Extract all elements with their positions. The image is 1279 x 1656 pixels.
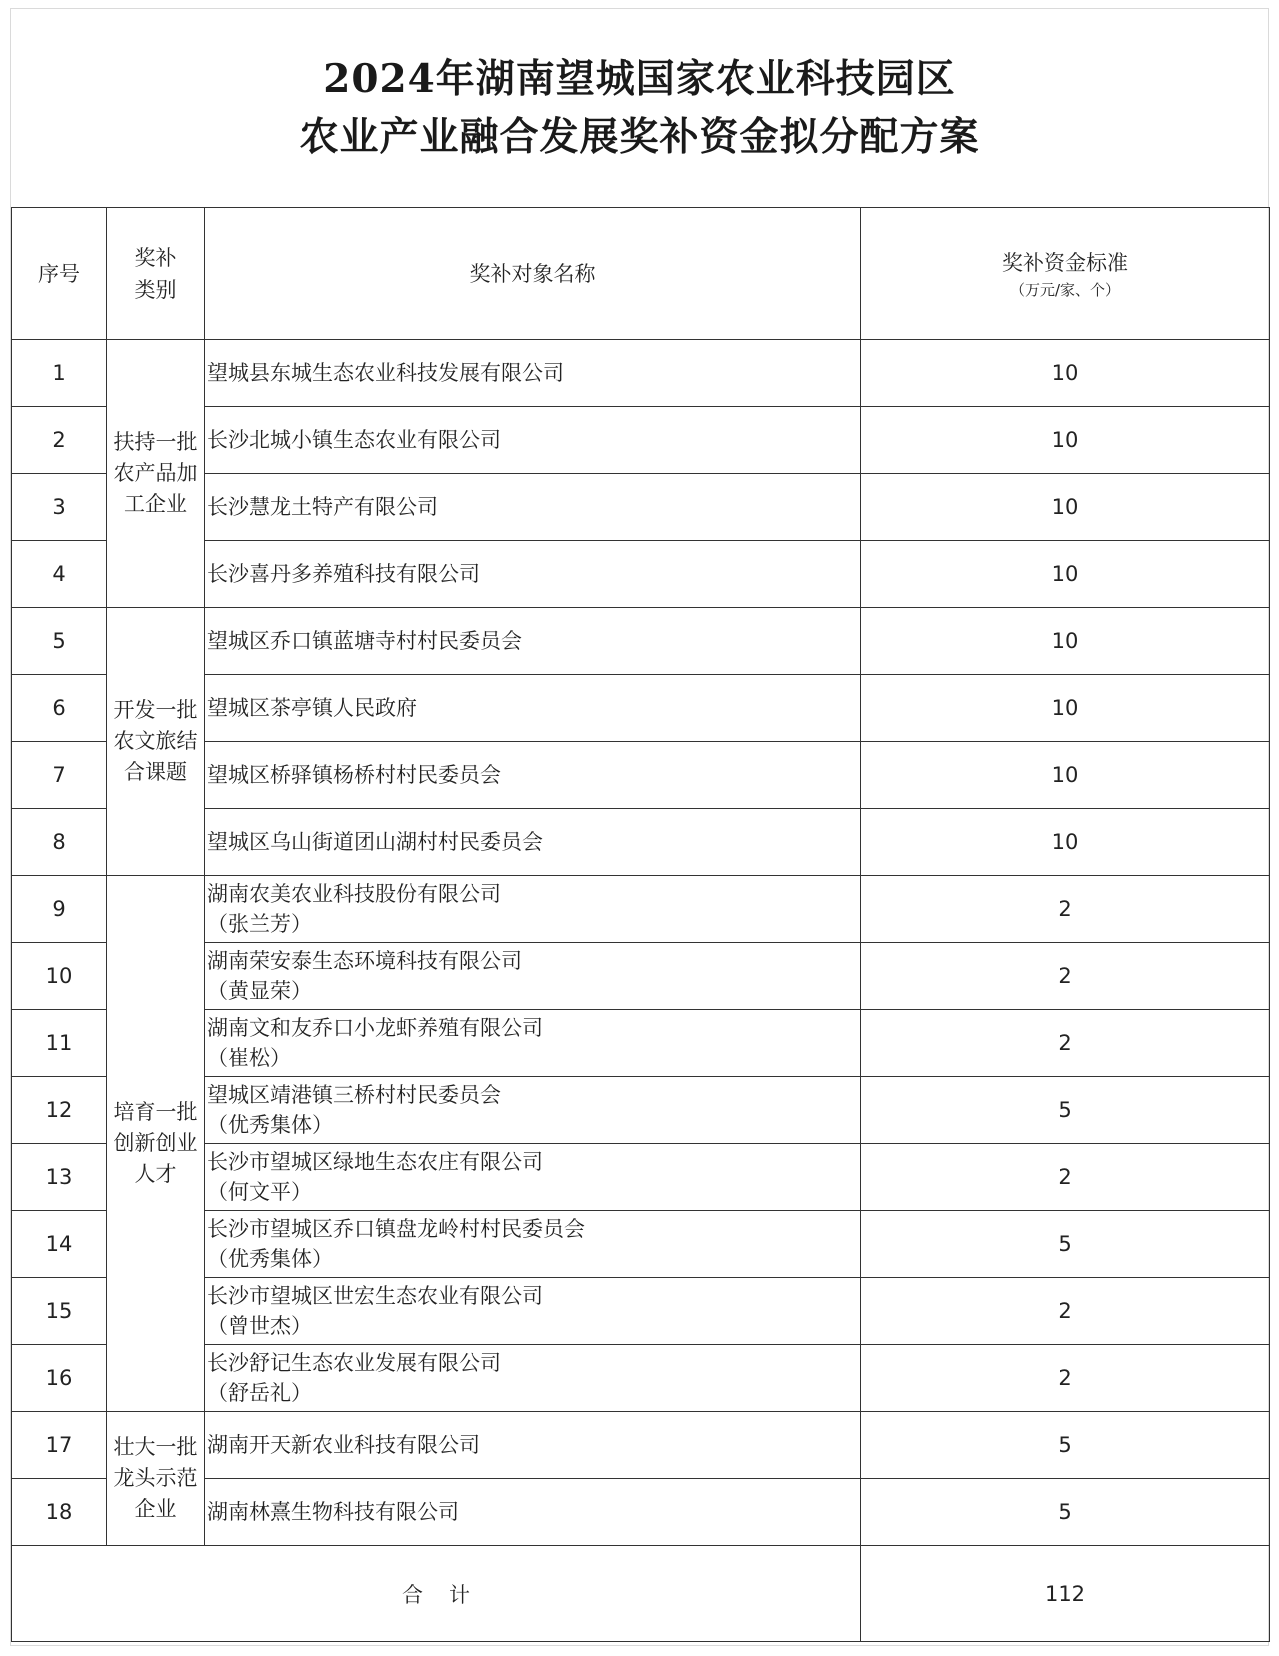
category-line: 企业 [134,1497,177,1521]
row-amount: 2 [861,943,1270,1010]
row-name-main: 长沙市望城区乔口镇盘龙岭村村民委员会 [207,1217,585,1241]
category-line: 创新创业 [113,1131,198,1155]
category-line: 农文旅结 [113,729,198,753]
row-name: 望城区乌山街道团山湖村村民委员会 [205,809,861,876]
row-name-main: 湖南荣安泰生态环境科技有限公司 [207,949,522,973]
row-no: 3 [12,474,107,541]
row-amount: 2 [861,1010,1270,1077]
category-line: 开发一批 [113,698,198,722]
row-name: 湖南林熹生物科技有限公司 [205,1479,861,1546]
row-name [205,1278,861,1345]
row-name-main: 长沙市望城区世宏生态农业有限公司 [207,1284,543,1308]
category-cell-2 [107,608,205,876]
category-line: 扶持一批 [113,430,198,454]
category-line: 人才 [134,1162,177,1186]
total-label: 合计 [12,1546,861,1642]
category-cell-3 [107,876,205,1412]
row-name-main: 长沙舒记生态农业发展有限公司 [207,1351,501,1375]
table-row [12,340,1270,407]
row-no: 14 [12,1211,107,1278]
table-header-row [12,208,1270,340]
header-amount-unit: （万元/家、个） [1009,280,1121,299]
row-name: 望城区乔口镇蓝塘寺村村民委员会 [205,608,861,675]
row-name-sub: （优秀集体） [207,1247,333,1271]
row-name: 长沙北城小镇生态农业有限公司 [205,407,861,474]
row-no: 16 [12,1345,107,1412]
header-name: 奖补对象名称 [205,208,861,340]
row-amount: 2 [861,876,1270,943]
category-line: 工企业 [124,492,187,516]
row-no: 9 [12,876,107,943]
header-amount-label: 奖补资金标准 [1002,250,1128,275]
row-name-sub: （何文平） [207,1180,312,1204]
row-no: 4 [12,541,107,608]
row-no: 12 [12,1077,107,1144]
row-amount: 10 [861,407,1270,474]
category-line: 合课题 [124,760,187,784]
row-no: 1 [12,340,107,407]
document-title [11,9,1268,207]
row-name: 望城区桥驿镇杨桥村村民委员会 [205,742,861,809]
row-no: 13 [12,1144,107,1211]
row-amount: 10 [861,809,1270,876]
row-no: 15 [12,1278,107,1345]
row-name-sub: （曾世杰） [207,1314,312,1338]
row-amount: 10 [861,541,1270,608]
table-row [12,1412,1270,1479]
category-line: 龙头示范 [113,1466,198,1490]
category-line: 壮大一批 [113,1435,198,1459]
row-amount: 10 [861,608,1270,675]
row-name [205,1345,861,1412]
row-name-sub: （优秀集体） [207,1113,333,1137]
row-name [205,1211,861,1278]
row-no: 10 [12,943,107,1010]
row-no: 17 [12,1412,107,1479]
row-amount: 5 [861,1211,1270,1278]
row-name-sub: （张兰芳） [207,912,312,936]
row-no: 2 [12,407,107,474]
row-name: 长沙慧龙土特产有限公司 [205,474,861,541]
row-name-main: 长沙市望城区绿地生态农庄有限公司 [207,1150,543,1174]
row-name-sub: （舒岳礼） [207,1381,312,1405]
category-cell-1 [107,340,205,608]
header-category-line-2: 类别 [134,277,177,302]
row-amount: 5 [861,1412,1270,1479]
row-name [205,1010,861,1077]
document-sheet [10,8,1269,1646]
table-row [12,876,1270,943]
header-category-line-1: 奖补 [134,245,177,270]
row-amount: 5 [861,1077,1270,1144]
row-amount: 2 [861,1144,1270,1211]
title-line-2: 农业产业融合发展奖补资金拟分配方案 [299,114,980,160]
row-amount: 5 [861,1479,1270,1546]
table-row [12,608,1270,675]
row-no: 5 [12,608,107,675]
row-amount: 10 [861,675,1270,742]
row-no: 8 [12,809,107,876]
total-amount: 112 [861,1546,1270,1642]
row-amount: 10 [861,742,1270,809]
row-name-sub: （崔松） [207,1046,291,1070]
row-amount: 10 [861,474,1270,541]
category-line: 农产品加 [113,461,198,485]
row-amount: 2 [861,1345,1270,1412]
row-name-sub: （黄显荣） [207,979,312,1003]
total-row [12,1546,1270,1642]
row-name [205,943,861,1010]
header-no: 序号 [12,208,107,340]
row-name [205,1077,861,1144]
header-amount [861,208,1270,340]
allocation-table [11,207,1270,1642]
row-name: 望城县东城生态农业科技发展有限公司 [205,340,861,407]
row-no: 18 [12,1479,107,1546]
row-name-main: 湖南文和友乔口小龙虾养殖有限公司 [207,1016,543,1040]
row-name [205,876,861,943]
row-no: 7 [12,742,107,809]
category-line: 培育一批 [113,1100,198,1124]
row-name: 望城区茶亭镇人民政府 [205,675,861,742]
row-no: 11 [12,1010,107,1077]
row-name [205,1144,861,1211]
row-name-main: 望城区靖港镇三桥村村民委员会 [207,1083,501,1107]
header-category [107,208,205,340]
row-name-main: 湖南农美农业科技股份有限公司 [207,882,501,906]
row-no: 6 [12,675,107,742]
row-amount: 10 [861,340,1270,407]
row-name: 湖南开天新农业科技有限公司 [205,1412,861,1479]
row-name: 长沙喜丹多养殖科技有限公司 [205,541,861,608]
row-amount: 2 [861,1278,1270,1345]
category-cell-4 [107,1412,205,1546]
title-line-1: 2024年湖南望城国家农业科技园区 [323,56,956,102]
